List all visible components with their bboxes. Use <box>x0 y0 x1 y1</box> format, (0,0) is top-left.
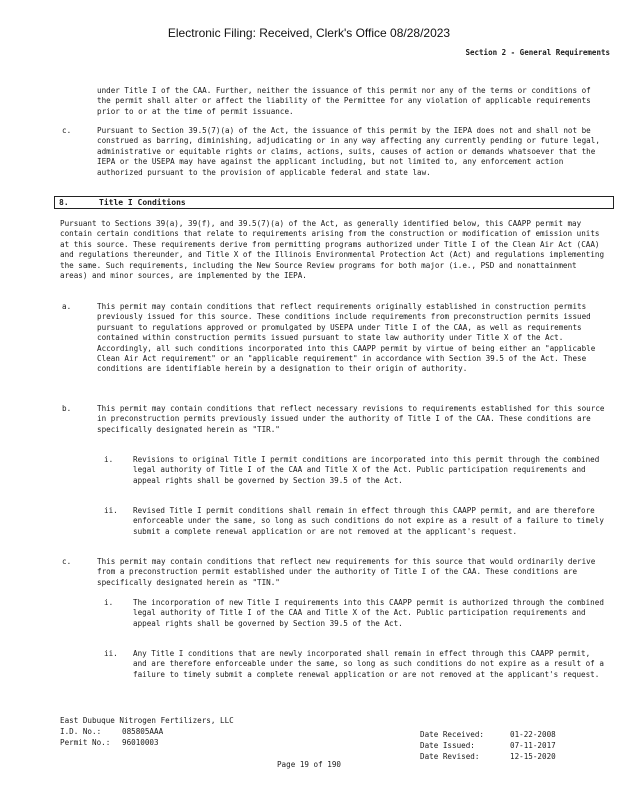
item-c-text: Pursuant to Section 39.5(7)(a) of the Act, the issuance of this permit by the IEPA does not and shall not be construed as barring, diminishing, adjudicating or in any way affecting any currently pending or future legal, administrative or equitable rights or claims, actions, suits, causes of action or demands whatsoever that the IEPA or the USEPA may have against the applicant including, but not limited to, any enforcement action authorized pursuant to the provision of applicable federal and state law. <box>97 126 600 177</box>
intro-paragraph: under Title I of the CAA. Further, neither the issuance of this permit nor any of the terms or conditions of the permit shall alter or affect the liability of the Permittee for any violation of applicable requirements prior to or at the time of permit issuance. <box>97 86 591 116</box>
footer-revised-label: Date Revised: <box>420 752 480 761</box>
footer-received-value: 01-22-2008 <box>510 730 556 739</box>
page-number: Page 19 of 190 <box>276 760 341 769</box>
footer-permit-value: 96010003 <box>122 738 159 747</box>
item-b-ii-text: Revised Title I permit conditions shall remain in effect through this CAAPP permit, and are therefore enforceable under the same, so long as such conditions do not expire as a result of a failure to timely submit a complete renewal application or are not removed at the applicant's request. <box>133 506 604 536</box>
filing-stamp: Electronic Filing: Received, Clerk's Office 08/28/2023 <box>167 26 451 40</box>
item-b-i-text: Revisions to original Title I permit conditions are incorporated into this permit through the combined legal authority of Title I of the CAA and Title X of the Act. Public participation requirements and appeal rights shall be governed by Section 39.5 of the Act. <box>133 455 600 485</box>
section-8-banner <box>54 196 614 209</box>
footer-permit-label: Permit No.: <box>60 738 111 747</box>
item-a-text: This permit may contain conditions that reflect requirements originally established in construction permits previously issued for this source. These conditions include requirements from preconstruction permits issued pursuant to regulations approved or promulgated by USEPA under Title I of the CAA, as well as requirements contained within construction permits issued pursuant to state law authority under Title X of the Act. Accordingly, all such conditions incorporated into this CAAPP permit by virtue of being either an "applicable Clean Air Act requirement" or an "applicable requirement" in accordance with Section 39.5 of the Act. These conditions are identifiable herein by a designation to their origin of authority. <box>97 302 596 374</box>
footer-issued-label: Date Issued: <box>420 741 475 750</box>
item-c-i-marker: i. <box>104 598 114 607</box>
item-c-i-text: The incorporation of new Title I requirements into this CAAPP permit is authorized through the combined legal authority of Title I of the CAA and Title X of the Act. Public participation requirements and appeal rights shall be governed by Section 39.5 of the Act. <box>133 598 604 628</box>
item-c2-marker: c. <box>62 557 72 566</box>
section-8-title: Title I Conditions <box>99 198 186 207</box>
footer-id-value: 085805AAA <box>122 727 164 736</box>
section-8-number: 8. <box>59 198 69 207</box>
item-b-ii-marker: ii. <box>104 506 118 515</box>
item-c-ii-text: Any Title I conditions that are newly incorporated shall remain in effect through this CAAPP permit, and are therefore enforceable under the same, so long as such conditions do not expire as a result of a failure to timely submit a complete renewal application or are not removed at the applicant's request. <box>133 649 604 679</box>
section-8-intro: Pursuant to Sections 39(a), 39(f), and 39.5(7)(a) of the Act, as generally identified below, this CAAPP permit may contain certain conditions that relate to requirements arising from the construction or modification of emission units at this source. These requirements derive from permitting programs authorized under Title I of the Clean Air Act (CAA) and regulations thereunder, and Title X of the Illinois Environmental Protection Act (Act) and regulations implementing the same. Such requirements, including the New Source Review programs for both major (i.e., PSD and nonattainment areas) and minor sources, are implemented by the IEPA. <box>60 219 605 281</box>
item-a-marker: a. <box>62 302 72 311</box>
footer-revised-value: 12-15-2020 <box>510 752 556 761</box>
item-b-i-marker: i. <box>104 455 114 464</box>
item-c-ii-marker: ii. <box>104 649 118 658</box>
footer-issued-value: 07-11-2017 <box>510 741 556 750</box>
item-b-text: This permit may contain conditions that reflect necessary revisions to requirements established for this source in preconstruction permits previously issued under the authority of Title I of the CAA. These conditions are specifically designated herein as "TIR." <box>97 404 605 434</box>
item-b-marker: b. <box>62 404 72 413</box>
section-header: Section 2 - General Requirements <box>465 48 610 57</box>
item-c2-text: This permit may contain conditions that reflect new requirements for this source that would ordinarily derive from a preconstruction permit established under the authority of Title I of the CAA. These conditions are specifically designated herein as "TIN." <box>97 557 596 587</box>
footer-id-label: I.D. No.: <box>60 727 102 736</box>
footer-received-label: Date Received: <box>420 730 485 739</box>
footer-company: East Dubuque Nitrogen Fertilizers, LLC <box>60 716 234 725</box>
item-c-marker: c. <box>62 126 72 135</box>
